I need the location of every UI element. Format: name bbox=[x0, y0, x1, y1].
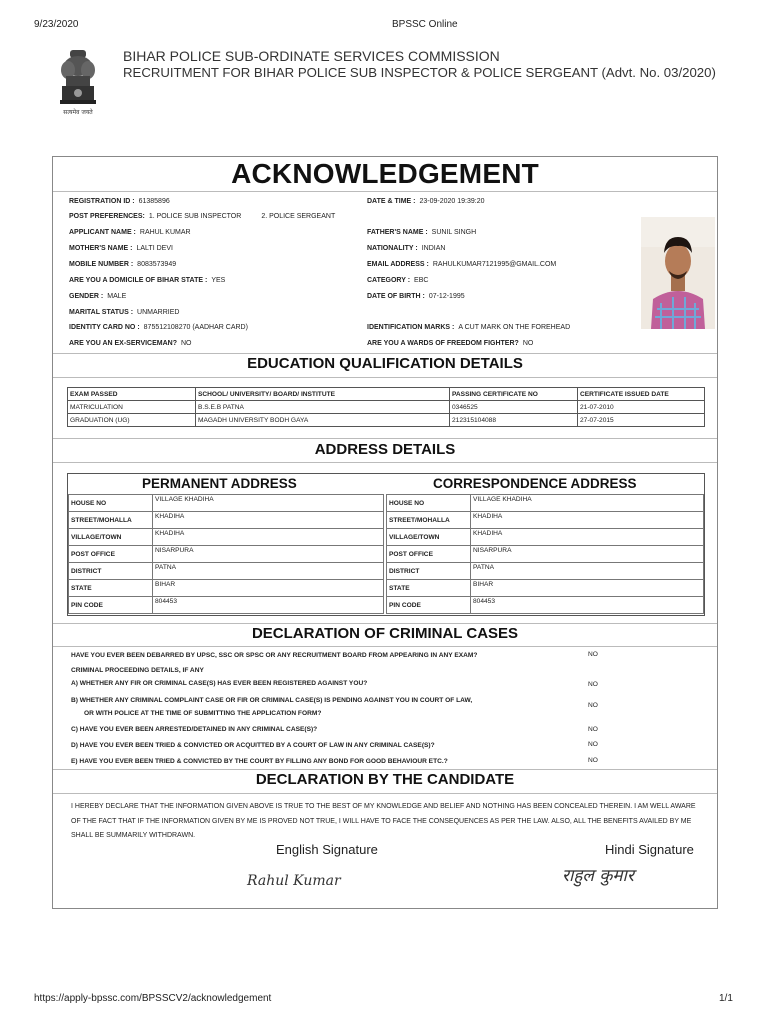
svg-text:राहुल कुमार: राहुल कुमार bbox=[562, 866, 634, 886]
address-value: KHADIHA bbox=[153, 529, 384, 546]
page-title: ACKNOWLEDGEMENT bbox=[231, 158, 539, 189]
nationality-field: NATIONALITY : INDIAN bbox=[367, 245, 446, 252]
acknowledgement-form bbox=[52, 156, 718, 909]
org-name: BIHAR POLICE SUB-ORDINATE SERVICES COMMISSION bbox=[123, 48, 500, 64]
post-preferences-field: POST PREFERENCES: 1. POLICE SUB INSPECTOR 2. POLICE SERGEANT bbox=[69, 213, 336, 220]
table-row bbox=[68, 401, 705, 414]
address-key: HOUSE NO bbox=[387, 495, 471, 512]
table-row bbox=[69, 597, 384, 614]
address-key: VILLAGE/TOWN bbox=[69, 529, 153, 546]
address-key: DISTRICT bbox=[69, 563, 153, 580]
question-a: A) WHETHER ANY FIR OR CRIMINAL CASE(S) HAS EVER BEEN REGISTERED AGAINST YOU? bbox=[71, 680, 368, 687]
question-c: C) HAVE YOU EVER BEEN ARRESTED/DETAINED IN ANY CRIMINAL CASE(S)? bbox=[71, 726, 318, 733]
divider bbox=[53, 462, 717, 463]
address-value: NISARPURA bbox=[471, 546, 704, 563]
identification-marks-field: IDENTIFICATION MARKS : A CUT MARK ON THE FOREHEAD bbox=[367, 324, 571, 331]
address-key: VILLAGE/TOWN bbox=[387, 529, 471, 546]
question-d: D) HAVE YOU EVER BEEN TRIED & CONVICTED OR ACQUITTED BY A COURT OF LAW IN ANY CRIMINAL CASE(S)? bbox=[71, 742, 435, 749]
address-value: PATNA bbox=[153, 563, 384, 580]
table-row bbox=[387, 580, 704, 597]
address-value: KHADIHA bbox=[153, 512, 384, 529]
address-value: KHADIHA bbox=[471, 529, 704, 546]
address-key: PIN CODE bbox=[387, 597, 471, 614]
address-key: STREET/MOHALLA bbox=[387, 512, 471, 529]
hindi-signature bbox=[558, 861, 698, 891]
table-row bbox=[387, 546, 704, 563]
answer-a: NO bbox=[588, 681, 598, 688]
emblem-caption: सत्यमेव जयते bbox=[63, 109, 93, 116]
table-header-row bbox=[68, 388, 705, 401]
table-cell: GRADUATION (UG) bbox=[68, 414, 196, 427]
print-date: 9/23/2020 bbox=[34, 19, 79, 30]
address-value: VILLAGE KHADIHA bbox=[471, 495, 704, 512]
address-key: POST OFFICE bbox=[69, 546, 153, 563]
answer-d: NO bbox=[588, 741, 598, 748]
english-signature bbox=[243, 867, 383, 891]
column-header: CERTIFICATE ISSUED DATE bbox=[578, 388, 705, 401]
ex-serviceman-field: ARE YOU AN EX-SERVICEMAN? NO bbox=[69, 340, 192, 347]
address-value: BIHAR bbox=[153, 580, 384, 597]
table-row bbox=[387, 529, 704, 546]
state-emblem-icon bbox=[56, 46, 100, 118]
address-value: KHADIHA bbox=[471, 512, 704, 529]
table-cell: 21-07-2010 bbox=[578, 401, 705, 414]
marital-status-field: MARITAL STATUS : UNMARRIED bbox=[69, 309, 180, 316]
answer-e: NO bbox=[588, 757, 598, 764]
address-section bbox=[67, 473, 705, 616]
education-title: EDUCATION QUALIFICATION DETAILS bbox=[247, 355, 523, 372]
address-value: NISARPURA bbox=[153, 546, 384, 563]
table-cell: 0346525 bbox=[450, 401, 578, 414]
identity-card-field: IDENTITY CARD NO : 875512108270 (AADHAR CARD) bbox=[69, 324, 248, 331]
address-key: HOUSE NO bbox=[69, 495, 153, 512]
table-cell: B.S.E.B PATNA bbox=[196, 401, 450, 414]
table-cell: MATRICULATION bbox=[68, 401, 196, 414]
question-b-line1: B) WHETHER ANY CRIMINAL COMPLAINT CASE OR FIR OR CRIMINAL CASE(S) IS PENDING AGAINST YOU IN COURT OF LAW, bbox=[71, 697, 473, 704]
mobile-field: MOBILE NUMBER : 8083573949 bbox=[69, 261, 177, 268]
answer-b: NO bbox=[588, 702, 598, 709]
category-field: CATEGORY : EBC bbox=[367, 277, 429, 284]
address-key: STATE bbox=[387, 580, 471, 597]
table-cell: MAGADH UNIVERSITY BODH GAYA bbox=[196, 414, 450, 427]
mother-name-field: MOTHER'S NAME : LALTI DEVI bbox=[69, 245, 173, 252]
registration-id-field: REGISTRATION ID : 61385896 bbox=[69, 198, 170, 205]
address-key: STATE bbox=[69, 580, 153, 597]
question-e: E) HAVE YOU EVER BEEN TRIED & CONVICTED BY THE COURT BY FILLING ANY BOND FOR GOOD BEHAVIOUR ETC.? bbox=[71, 758, 448, 765]
table-row bbox=[69, 512, 384, 529]
applicant-name-field: APPLICANT NAME : RAHUL KUMAR bbox=[69, 229, 191, 236]
email-field: EMAIL ADDRESS : RAHULKUMAR7121995@GMAIL.COM bbox=[367, 261, 557, 268]
father-name-field: FATHER'S NAME : SUNIL SINGH bbox=[367, 229, 477, 236]
date-time-field: DATE & TIME : 23-09-2020 19:39:20 bbox=[367, 198, 485, 205]
print-url: https://apply-bpssc.com/BPSSCV2/acknowledgement bbox=[34, 993, 272, 1004]
address-key: STREET/MOHALLA bbox=[69, 512, 153, 529]
address-value: 804453 bbox=[153, 597, 384, 614]
domicile-field: ARE YOU A DOMICILE OF BIHAR STATE : YES bbox=[69, 277, 226, 284]
education-table bbox=[67, 387, 705, 427]
table-row bbox=[69, 580, 384, 597]
table-row bbox=[68, 414, 705, 427]
hindi-signature-label: Hindi Signature bbox=[605, 842, 694, 857]
freedom-fighter-field: ARE YOU A WARDS OF FREEDOM FIGHTER? NO bbox=[367, 340, 534, 347]
address-value: 804453 bbox=[471, 597, 704, 614]
address-key: DISTRICT bbox=[387, 563, 471, 580]
divider bbox=[53, 769, 717, 770]
divider bbox=[53, 353, 717, 354]
recruitment-title: RECRUITMENT FOR BIHAR POLICE SUB INSPECTOR & POLICE SERGEANT (Advt. No. 03/2020) bbox=[123, 65, 716, 80]
address-key: PIN CODE bbox=[69, 597, 153, 614]
table-row bbox=[387, 512, 704, 529]
divider bbox=[53, 438, 717, 439]
dob-field: DATE OF BIRTH : 07-12-1995 bbox=[367, 293, 465, 300]
divider bbox=[53, 646, 717, 647]
correspondence-address-table bbox=[386, 494, 704, 614]
criminal-proceeding-subtitle: CRIMINAL PROCEEDING DETAILS, IF ANY bbox=[71, 667, 204, 674]
print-site-title: BPSSC Online bbox=[392, 19, 458, 30]
column-header: PASSING CERTIFICATE NO bbox=[450, 388, 578, 401]
declaration-title: DECLARATION BY THE CANDIDATE bbox=[255, 771, 515, 788]
debarred-answer: NO bbox=[588, 651, 598, 658]
divider bbox=[53, 793, 717, 794]
address-value: BIHAR bbox=[471, 580, 704, 597]
applicant-photo bbox=[641, 217, 715, 329]
declaration-text: I HEREBY DECLARE THAT THE INFORMATION GIVEN ABOVE IS TRUE TO THE BEST OF MY KNOWLEDGE AND BELIEF AND NOTHING HAS BEEN CONCEALED THEREIN. I AM WELL AWARE OF THE FACT THAT IF THE INFORMATION GIVEN BY ME IS PROVED NOT TRUE, I WILL HAVE TO FACE THE CONSEQUENCES AS PER THE LAW. ALSO, ALL THE BENEFITS AVAILED BY ME SHALL BE SUMMARILY WITHDRAWN. bbox=[71, 803, 696, 839]
table-row bbox=[69, 529, 384, 546]
table-row bbox=[387, 597, 704, 614]
question-b-line2: OR WITH POLICE AT THE TIME OF SUBMITTING THE APPLICATION FORM? bbox=[84, 710, 322, 717]
column-header: SCHOOL/ UNIVERSITY/ BOARD/ INSTITUTE bbox=[196, 388, 450, 401]
print-page-number: 1/1 bbox=[719, 993, 733, 1004]
english-signature-label: English Signature bbox=[276, 842, 378, 857]
permanent-address-title: PERMANENT ADDRESS bbox=[142, 476, 297, 491]
table-row bbox=[387, 563, 704, 580]
table-row bbox=[69, 495, 384, 512]
divider bbox=[53, 377, 717, 378]
table-row bbox=[69, 563, 384, 580]
correspondence-address-title: CORRESPONDENCE ADDRESS bbox=[433, 476, 637, 491]
address-value: PATNA bbox=[471, 563, 704, 580]
address-value: VILLAGE KHADIHA bbox=[153, 495, 384, 512]
svg-text:Rahul Kumar: Rahul Kumar bbox=[247, 873, 341, 889]
table-cell: 27-07-2015 bbox=[578, 414, 705, 427]
criminal-cases-title: DECLARATION OF CRIMINAL CASES bbox=[251, 625, 519, 642]
address-title: ADDRESS DETAILS bbox=[314, 441, 456, 458]
column-header: EXAM PASSED bbox=[68, 388, 196, 401]
permanent-address-table bbox=[68, 494, 384, 614]
divider bbox=[53, 191, 717, 192]
divider bbox=[53, 623, 717, 624]
answer-c: NO bbox=[588, 726, 598, 733]
debarred-question: HAVE YOU EVER BEEN DEBARRED BY UPSC, SSC OR SPSC OR ANY RECRUITMENT BOARD FROM APPEARING IN ANY EXAM? bbox=[71, 652, 478, 659]
address-key: POST OFFICE bbox=[387, 546, 471, 563]
gender-field: GENDER : MALE bbox=[69, 293, 127, 300]
table-cell: 212315104088 bbox=[450, 414, 578, 427]
table-row bbox=[69, 546, 384, 563]
table-row bbox=[387, 495, 704, 512]
